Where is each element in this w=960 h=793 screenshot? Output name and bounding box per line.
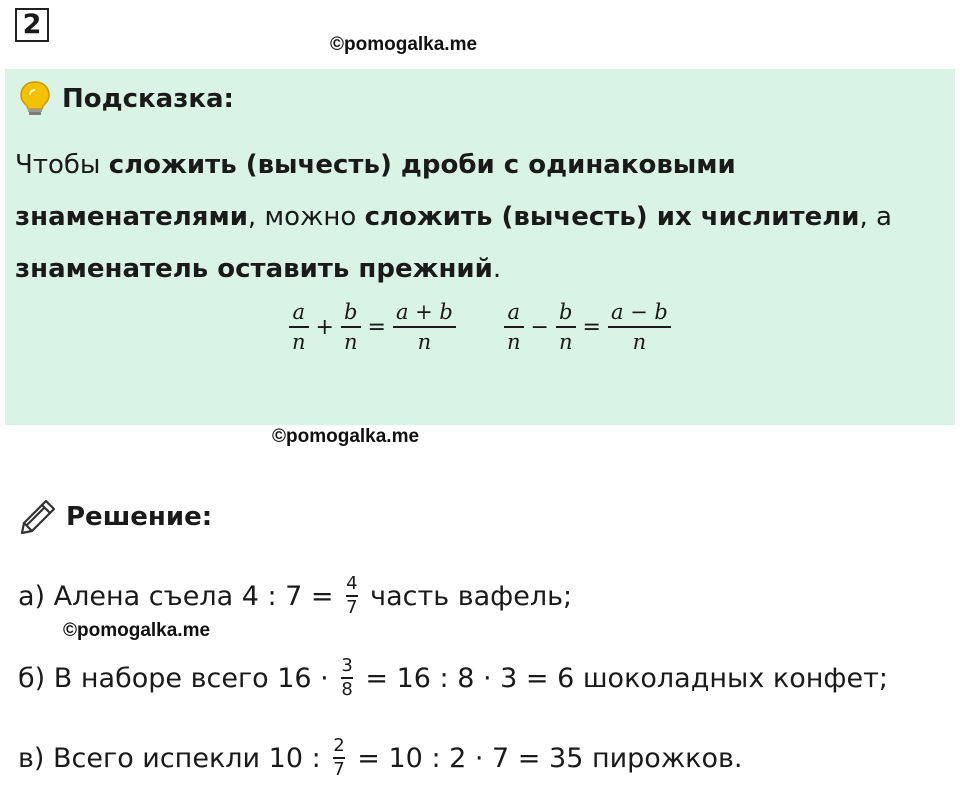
solution-line-b <box>18 648 888 708</box>
numerator: b <box>344 300 358 324</box>
denominator: n <box>292 330 306 354</box>
operator: − <box>530 314 549 340</box>
formula-subtraction <box>501 292 674 362</box>
fraction <box>393 298 456 356</box>
numerator: a <box>292 300 306 324</box>
hint-text-bold: сложить (вычесть) их числители <box>364 202 860 232</box>
watermark-top: ©pomogalka.me <box>330 34 478 55</box>
numerator: 4 <box>346 573 358 594</box>
formula-addition <box>286 292 459 362</box>
lightbulb-icon <box>18 80 52 116</box>
hint-title: Подсказка: <box>62 84 234 114</box>
operator: = <box>367 314 386 340</box>
line-text: а) Алена съела 4 : 7 = <box>18 580 343 612</box>
hint-text-part: , а <box>859 202 892 232</box>
fraction <box>608 298 671 356</box>
task-number: 2 <box>15 8 49 42</box>
fraction <box>341 298 361 356</box>
operator: + <box>315 314 334 340</box>
denominator: n <box>507 330 521 354</box>
denominator: n <box>417 330 432 354</box>
numerator: a <box>507 300 521 324</box>
solution-line-a <box>18 568 572 624</box>
line-text: = 16 : 8 · 3 = 6 шоколадных конфет; <box>356 662 888 694</box>
denominator: n <box>558 330 573 354</box>
fraction <box>333 735 344 781</box>
numerator: a − b <box>610 300 668 324</box>
pencil-icon <box>18 497 58 537</box>
hint-text-part: Чтобы <box>15 150 109 180</box>
fraction <box>346 573 357 619</box>
numerator: b <box>559 300 573 324</box>
watermark-bottom: ©pomogalka.me <box>63 620 211 641</box>
line-text: в) Всего испекли 10 : <box>18 742 330 774</box>
line-text: часть вафель; <box>361 580 573 612</box>
fraction <box>289 298 309 356</box>
numerator: 3 <box>341 655 353 676</box>
hint-text-bold: сложить (вычесть) дроби с одинаковыми знаменателями <box>15 150 736 232</box>
line-text: б) В наборе всего 16 · <box>18 662 338 694</box>
solution-line-c <box>18 728 742 788</box>
hint-text-part: . <box>492 254 502 284</box>
denominator: n <box>632 330 647 354</box>
watermark-middle: ©pomogalka.me <box>272 426 420 447</box>
denominator: 7 <box>333 759 345 780</box>
numerator: 2 <box>333 735 345 756</box>
numerator: a + b <box>395 300 453 324</box>
hint-text-part: , можно <box>247 202 365 232</box>
hint-text-bold: знаменатель оставить прежний <box>15 254 493 284</box>
fraction <box>556 298 576 356</box>
denominator: n <box>343 330 358 354</box>
solution-title: Решение: <box>66 502 213 532</box>
denominator: 7 <box>346 597 358 618</box>
hint-rule-text <box>15 139 945 295</box>
operator: = <box>582 314 601 340</box>
fraction <box>341 655 352 701</box>
denominator: 8 <box>341 679 353 700</box>
fraction <box>504 298 524 356</box>
line-text: = 10 : 2 · 7 = 35 пирожков. <box>348 742 743 774</box>
